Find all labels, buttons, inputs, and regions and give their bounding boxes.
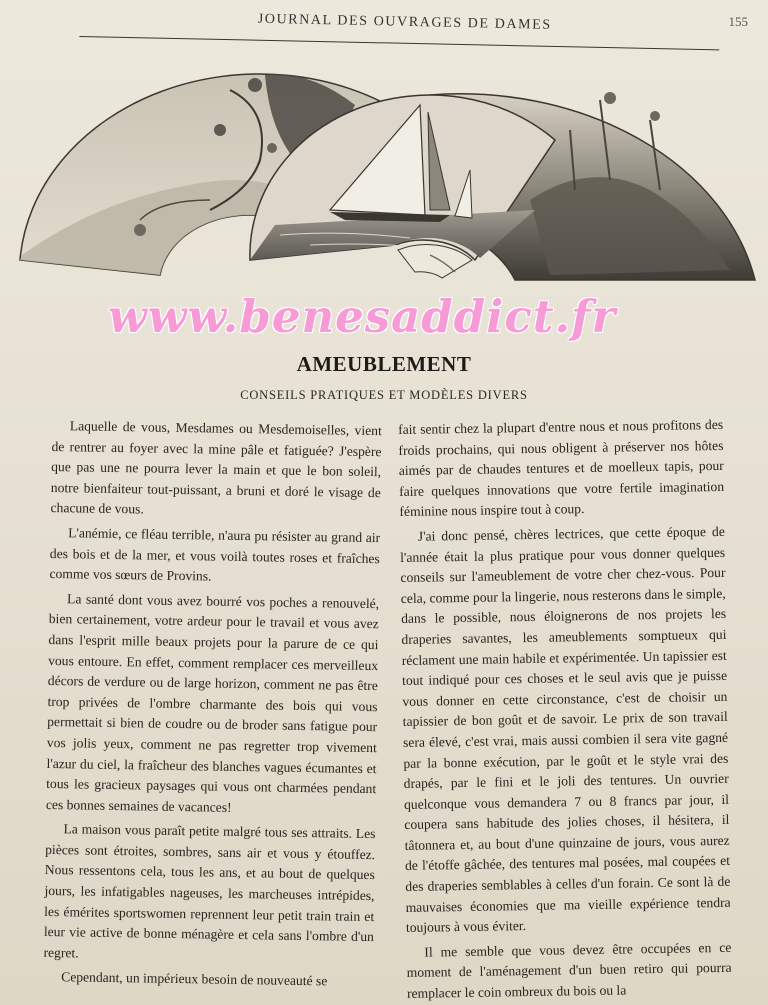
paragraph: Il me semble que vous devez être occupées en ce moment de l'aménagement d'un buen retiro qui pourra remplacer le coin ombreux du bois ou la — [406, 939, 732, 1001]
left-text-column — [43, 416, 382, 993]
paragraph: La santé dont vous avez bourré vos poches a renouvelé, bien certainement, votre ardeur pour le travail et vous avez dans l'esprit mille beaux projets pour la parure de ce qui vous entoure. En effet, comment remplacer ces merveilleux décors de verdure ou de large horizon, comment ne pas être trop privées de l'ombre charmante des bois qui vous permettait si bien de coudre ou de broder sans fatigue pour vos jolis yeux, comment ne pas regretter trop vivement l'azur du ciel, la fraîcheur des blanches vagues écumantes et tous les gracieux paysages qui vous ont charmées pendant ces bonnes semaines de vacances! — [45, 591, 380, 815]
watermark-text: www.benesaddict.fr — [108, 290, 617, 343]
page-number: 155 — [728, 14, 748, 29]
journal-title: JOURNAL DES OUVRAGES DE DAMES — [257, 11, 552, 33]
right-text-column — [398, 415, 732, 1005]
paragraph: L'anémie, ce fléau terrible, n'aura pu résister au grand air des bois et de la mer, et vous voilà toutes roses et fraîches comme vos sœurs de Provins. — [49, 525, 381, 584]
running-header — [79, 6, 720, 50]
paragraph: La maison vous paraît petite malgré tous ses attraits. Les pièces sont étroites, sombres, sans air et vous y étouffez. Nous ressentons cela, tous les ans, et au bout de quelques jours, les infatigables nageuses, les marcheuses intrépides, les émérites sportswomen reprennent leur petit train train et leur vie active de bonne ménagère et cela sans l'ombre d'un regret. — [43, 821, 376, 961]
paragraph: Laquelle de vous, Mesdames ou Mesdemoiselles, vient de rentrer au foyer avec la mine pâle et fatiguée? J'espère que pas une ne pourra lever la main et que le bon soleil, notre bienfaiteur tout-puissant, a bruni et doré le visage de chacune de vous. — [50, 418, 382, 517]
article-subtitle: CONSEILS PRATIQUES ET MODÈLES DIVERS — [240, 388, 528, 402]
paragraph: Cependant, un impérieux besoin de nouveauté se — [61, 969, 328, 989]
paragraph: J'ai donc pensé, chères lectrices, que cette époque de l'année était la plus pratique pour vous donner quelques conseils sur l'ameublement de votre cher chez-vous. Pour cela, comme pour la lingerie, nous resterons dans le simple, dans le possible, nous éloignerons de nos projets les draperies savantes, les ameublements somptueux qui réclament une main habile et expérimentée. Un tapissier est tout indiqué pour ces choses et le seul avis que je puisse vous donner en cette circonstance, c'est de choisir un tapissier de bon goût et de savoir. Le prix de son travail sera élevé, c'est vrai, mais aussi combien il sera vite gagné par la bonne exécution, par le goût et le style vrai des drapés, par le fini et le joli des tentures. Un ouvrier quelconque vous demandera 7 ou 8 francs par jour, il coupera sans habitude des jolies choses, il hésitera, il tâtonnera et, au bout d'une quinzaine de jours, vous aurez de l'étoffe gâchée, des tentures mal posées, mal coupées et des draperies semblables à celles d'un forain. Ce sont là de mauvaises économies que ma vieille expérience tendra toujours à vous éviter. — [400, 523, 731, 936]
paragraph: fait sentir chez la plupart d'entre nous et nous profitons des froids prochains, qui nous obligent à préserver nos hôtes aimés par de chaudes tentures et de moelleux tapis, pour faire quelques innovations que votre fertile imagination féminine nous inspire tout à coup. — [398, 416, 725, 520]
article-title: AMEUBLEMENT — [296, 352, 472, 376]
